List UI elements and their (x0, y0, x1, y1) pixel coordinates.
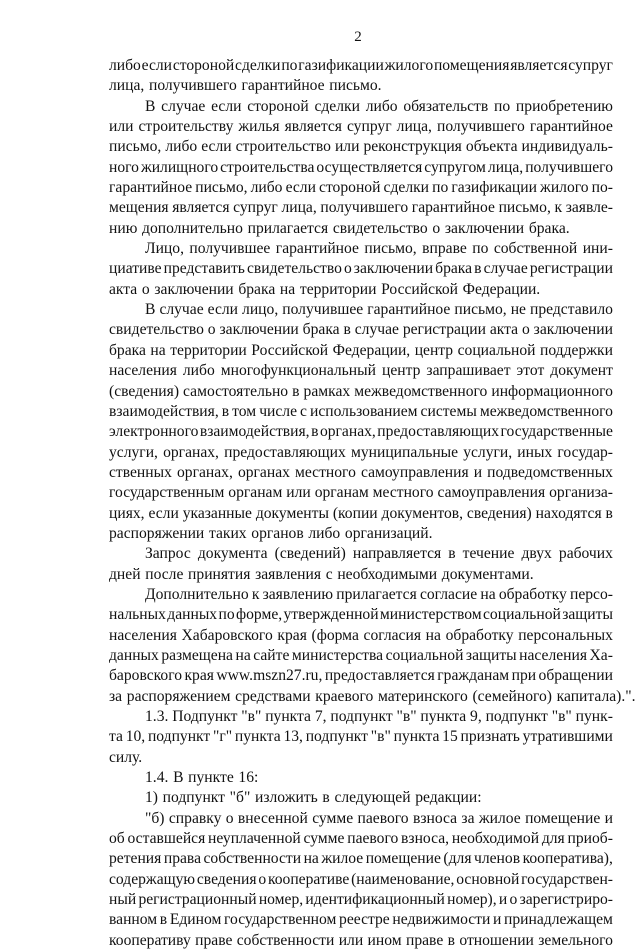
text-line: распоряжении таких органов либо организаций. (109, 524, 433, 542)
text-line: ного жилищного строительства осуществляется супругом лица, получившего (109, 158, 613, 176)
text-line: нальных данных по форме, утвержденной министерством социальной защиты (109, 606, 613, 624)
text-line: ный регистрационный номер, идентификационный номер), и о зарегистриро- (109, 891, 613, 909)
text-line: государственным органам или органам местного самоуправления организа- (109, 484, 613, 502)
text-line: 1.3. Подпункт "в" пункта 7, подпункт "в" пункта 9, подпункт "в" пунк- (145, 708, 613, 725)
text-line: за распоряжением средствами краевого материнского (семейного) капитала).". (109, 687, 636, 705)
text-line: лица, получившего гарантийное письмо. (109, 77, 382, 95)
text-line: взаимодействия, в том числе с использованием системы межведомственного (109, 402, 613, 420)
text-line: свидетельство о заключении брака в случае регистрации акта о заключении (109, 321, 613, 339)
text-line: баровского края www.mszn27.ru, предоставляется гражданам при обращении (109, 667, 613, 685)
text-line: нию дополнительно прилагается свидетельство о заключении брака. (109, 219, 570, 237)
text-line: населения либо многофункциональный центр запрашивает этот документ (109, 362, 613, 380)
text-line: либо если стороной сделки по газификации жилого помещения является супруг (109, 57, 613, 74)
text-line: услуги, органах, предоставляющих муниципальные услуги, иных государ- (109, 443, 613, 461)
page-number: 2 (354, 29, 362, 45)
text-line: Запрос документа (сведений) направляется в течение двух рабочих (145, 545, 613, 563)
text-line: (сведения) самостоятельно в рамках межведомственного информационного (109, 382, 613, 400)
text-line: брака на территории Российской Федерации, центр социальной поддержки (109, 341, 613, 359)
text-line: об оставшейся неуплаченной сумме паевого взноса, необходимой для приоб- (109, 830, 613, 848)
text-line: населения Хабаровского края (форма согласия на обработку персональных (109, 626, 613, 644)
text-line: содержащую сведения о кооперативе (наименование, основной государствен- (109, 870, 613, 888)
text-line: данных размещена на сайте министерства социальной защиты населения Ха- (109, 646, 613, 664)
text-line: Дополнительно к заявлению прилагается согласие на обработку персо- (145, 585, 613, 603)
text-line: ванном в Едином государственном реестре недвижимости и принадлежащем (109, 911, 613, 929)
text-line: гарантийное письмо, либо если стороной сделки по газификации жилого по- (109, 179, 613, 197)
text-line: В случае если стороной сделки либо обязательств по приобретению (145, 97, 613, 115)
text-line: мещения является супруг лица, получившего гарантийное письмо, к заявле- (109, 199, 613, 217)
document-body (109, 56, 636, 951)
text-line: кооперативу праве собственности или ином праве в отношении земельного (109, 931, 613, 949)
text-line: силу. (109, 748, 143, 766)
text-line: ственных органах, органах местного самоуправления и подведомственных (109, 463, 613, 481)
text-line: 1) подпункт "б" изложить в следующей редакции: (145, 789, 482, 807)
text-line: циях, если указанные документы (копии документов, сведения) находятся в (109, 504, 613, 522)
text-line: ретения права собственности на жилое помещение (для членов кооператива), (109, 850, 613, 868)
text-line: В случае если лицо, получившее гарантийное письмо, не представило (145, 301, 613, 319)
text-line: циативе представить свидетельство о заключении брака в случае регистрации (109, 260, 613, 278)
text-line: акта о заключении брака на территории Российской Федерации. (109, 280, 541, 298)
text-line: та 10, подпункт "г" пункта 13, подпункт "в" пункта 15 признать утратившими (109, 728, 613, 746)
text-line: 1.4. В пункте 16: (145, 769, 259, 787)
text-line: дней после принятия заявления с необходимыми документами. (109, 565, 534, 583)
text-line: письмо, либо если строительство или реконструкция объекта индивидуаль- (109, 138, 613, 156)
text-line: "б) справку о внесенной сумме паевого взноса за жилое помещение и (145, 809, 613, 827)
text-line: или строительству жилья является супруг лица, получившего гарантийное (109, 118, 613, 136)
text-line: Лицо, получившее гарантийное письмо, вправе по собственной ини- (145, 240, 613, 258)
text-line: электронного взаимодействия, в органах, предоставляющих государственные (109, 423, 613, 441)
